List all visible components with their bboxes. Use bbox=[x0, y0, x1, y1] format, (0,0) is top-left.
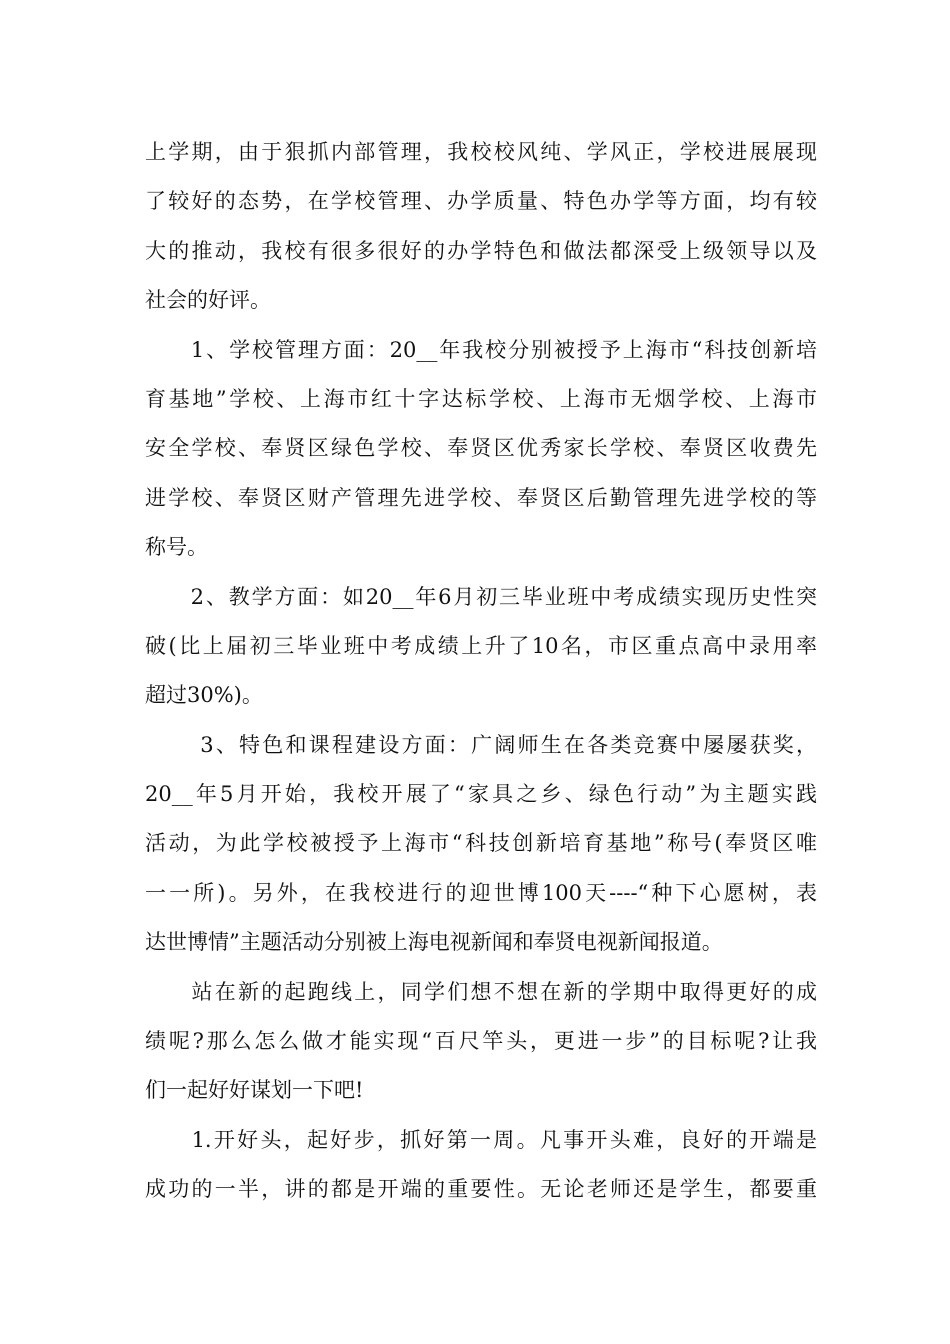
text-line: 安全学校、奉贤区绿色学校、奉贤区优秀家长学校、奉贤区收费先 bbox=[145, 436, 817, 461]
text-line: 称号。 bbox=[145, 535, 208, 560]
text-line: 破(比上届初三毕业班中考成绩上升了10名，市区重点高中录用率 bbox=[145, 633, 817, 658]
text-line: 们一起好好谋划一下吧! bbox=[145, 1078, 364, 1103]
text-line: 了较好的态势，在学校管理、办学质量、特色办学等方面，均有较 bbox=[145, 189, 817, 214]
document-body bbox=[145, 128, 817, 1215]
paragraph-item-1 bbox=[145, 326, 817, 573]
paragraph-point-1 bbox=[145, 1116, 817, 1215]
text-line: 上学期，由于狠抓内部管理，我校校风纯、学风正，学校进展展现 bbox=[145, 140, 817, 164]
text-line: 3、特色和课程建设方面：广阔师生在各类竞赛中屡屡获奖， bbox=[145, 732, 817, 757]
paragraph-intro bbox=[145, 128, 817, 326]
text-line: 2、教学方面：如20__年6月初三毕业班中考成绩实现历史性突 bbox=[145, 584, 817, 609]
text-line: 进学校、奉贤区财产管理先进学校、奉贤区后勤管理先进学校的等 bbox=[145, 485, 817, 510]
paragraph-item-2 bbox=[145, 573, 817, 721]
text-line: 1、学校管理方面：20__年我校分别被授予上海市“科技创新培 bbox=[145, 337, 817, 362]
text-line: 站在新的起跑线上，同学们想不想在新的学期中取得更好的成 bbox=[145, 979, 817, 1004]
text-line: 大的推动，我校有很多很好的办学特色和做法都深受上级领导以及 bbox=[145, 238, 817, 263]
text-line: 20__年5月开始，我校开展了“家具之乡、绿色行动”为主题实践 bbox=[145, 782, 817, 807]
text-line: 育基地”学校、上海市红十字达标学校、上海市无烟学校、上海市 bbox=[145, 386, 817, 411]
text-line: 活动，为此学校被授予上海市“科技创新培育基地”称号(奉贤区唯 bbox=[145, 831, 817, 856]
text-line: 超过30%)。 bbox=[145, 683, 263, 708]
text-line: 达世博情”主题活动分别被上海电视新闻和奉贤电视新闻报道。 bbox=[145, 930, 723, 955]
paragraph-new-start bbox=[145, 968, 817, 1116]
text-line: 成功的一半，讲的都是开端的重要性。无论老师还是学生，都要重 bbox=[145, 1177, 817, 1202]
paragraph-item-3 bbox=[145, 721, 817, 968]
text-line: 社会的好评。 bbox=[145, 288, 271, 313]
text-line: 1.开好头，起好步，抓好第一周。凡事开头难，良好的开端是 bbox=[145, 1127, 817, 1152]
text-line: 一一所)。另外，在我校进行的迎世博100天----“种下心愿树，表 bbox=[145, 880, 817, 905]
text-line: 绩呢?那么怎么做才能实现“百尺竿头，更进一步”的目标呢?让我 bbox=[145, 1029, 817, 1054]
